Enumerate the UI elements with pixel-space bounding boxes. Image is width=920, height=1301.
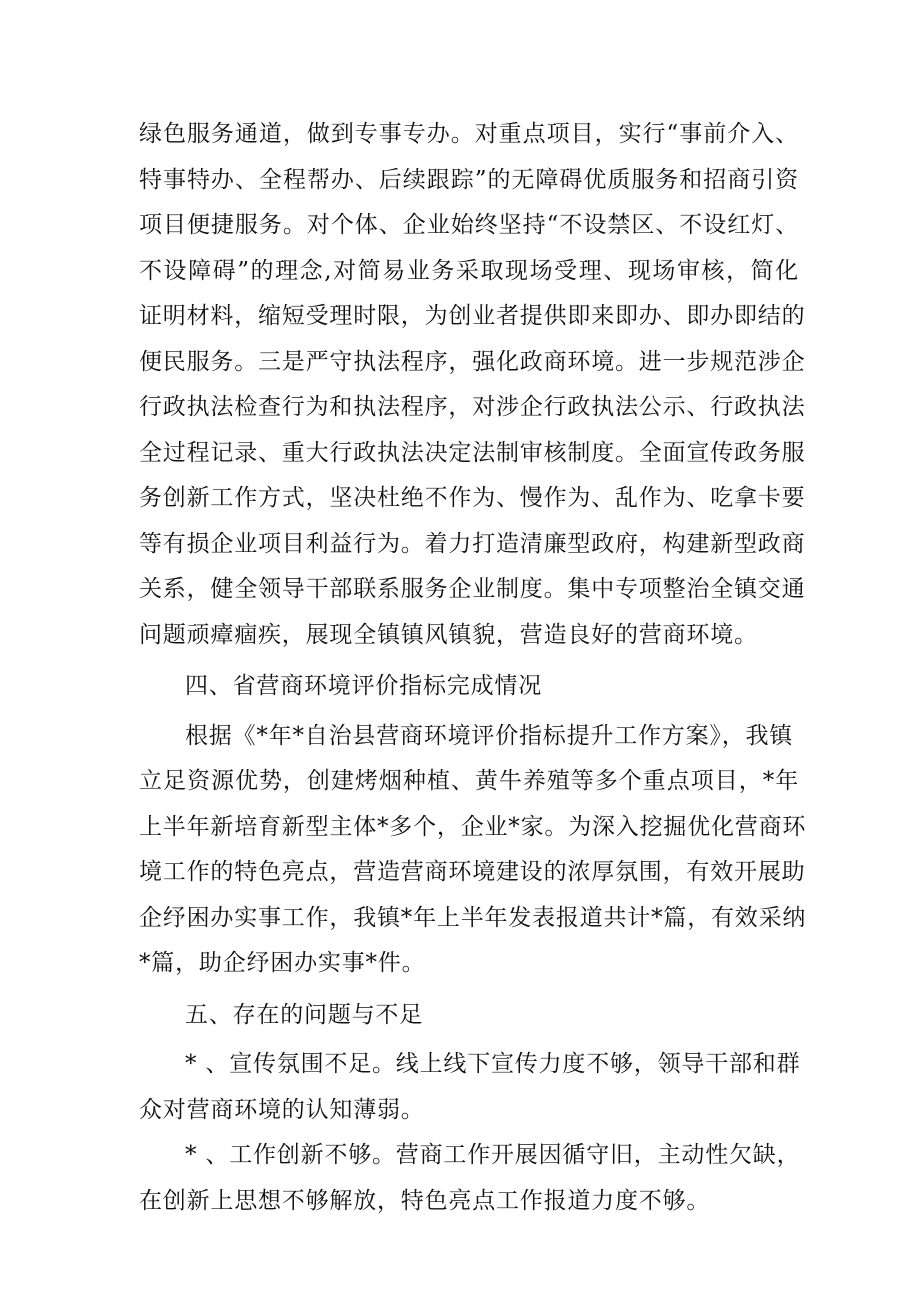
- text-line: 境工作的特色亮点，营造营商环境建设的浓厚氛围，有效开展助: [139, 859, 806, 885]
- text-line: 全过程记录、重大行政执法决定法制审核制度。全面宣传政务服: [139, 439, 806, 466]
- text-line: 便民服务。三是严守执法程序，强化政商环境。进一步规范涉企: [139, 348, 806, 375]
- text-line: 立足资源优势，创建烤烟种植、黄牛养殖等多个重点项目，*年: [139, 768, 799, 794]
- text-line: 企纾困办实事工作，我镇*年上半年发表报道共计*篇，有效采纳: [139, 904, 807, 931]
- section-heading-5: 五、存在的问题与不足: [185, 1001, 423, 1028]
- text-line: 关系，健全领导干部联系服务企业制度。集中专项整治全镇交通: [139, 576, 806, 602]
- section-heading-4: 四、省营商环境评价指标完成情况: [185, 673, 542, 699]
- text-line: 项目便捷服务。对个体、企业始终坚持“不设禁区、不设红灯、: [139, 212, 799, 238]
- text-line: 不设障碍”的理念,对简易业务采取现场受理、现场审核，简化: [139, 257, 799, 284]
- paragraph-issue-2: [139, 1133, 799, 1224]
- text-line: 绿色服务通道，做到专事专办。对重点项目，实行“事前介入、: [139, 121, 799, 147]
- text-line: *篇，助企纾困办实事*件。: [139, 950, 426, 976]
- text-line: 证明材料，缩短受理时限，为创业者提供即来即办、即办即结的: [139, 303, 806, 329]
- paragraph-section-4: [139, 714, 807, 987]
- text-line: 务创新工作方式，坚决杜绝不作为、慢作为、乱作为、吃拿卡要: [139, 485, 806, 511]
- paragraph-issue-1: [139, 1042, 799, 1133]
- text-line: 特事特办、全程帮办、后续跟踪”的无障碍优质服务和招商引资: [139, 166, 799, 193]
- text-line: 行政执法检查行为和执法程序，对涉企行政执法公示、行政执法: [139, 394, 806, 420]
- paragraph-business-services: [139, 112, 806, 658]
- document-body: [139, 112, 807, 1224]
- text-line: 等有损企业项目利益行为。着力打造清廉型政府，构建新型政商: [139, 530, 806, 557]
- text-line: 问题顽瘴痼疾，展现全镇镇风镇貌，营造良好的营商环境。: [139, 621, 758, 648]
- text-line: 根据《*年*自治县营商环境评价指标提升工作方案》，我镇: [185, 722, 794, 749]
- text-line: 上半年新培育新型主体*多个，企业*家。为深入挖掘优化营商环: [139, 813, 807, 840]
- text-line: * 、宣传氛围不足。线上线下宣传力度不够，领导干部和群: [185, 1051, 801, 1077]
- text-line: 在创新上思想不够解放，特色亮点工作报道力度不够。: [139, 1187, 711, 1214]
- text-line: * 、工作创新不够。营商工作开展因循守旧，主动性欠缺，: [185, 1142, 801, 1168]
- text-line: 众对营商环境的认知薄弱。: [139, 1096, 425, 1123]
